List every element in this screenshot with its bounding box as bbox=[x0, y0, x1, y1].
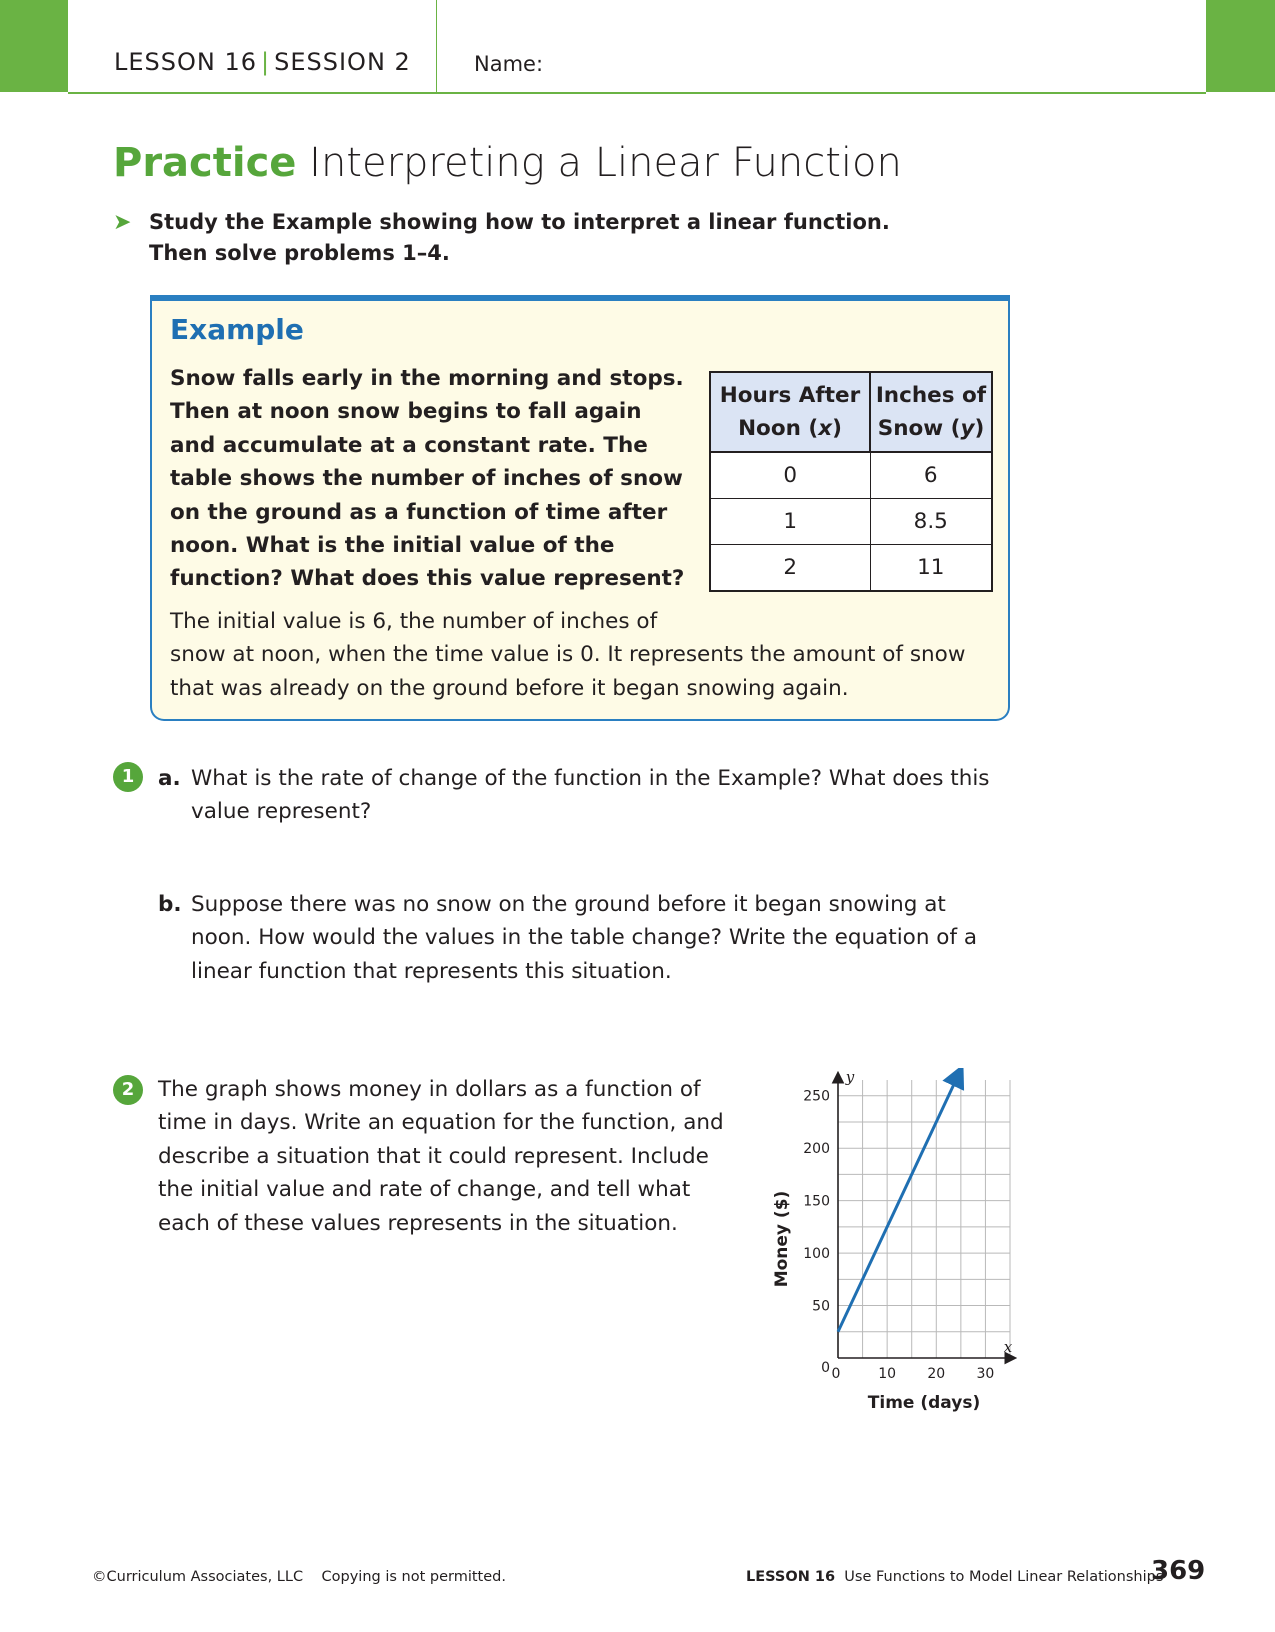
problem-1-number: 1 bbox=[113, 762, 143, 792]
y-tick-label: 100 bbox=[803, 1246, 830, 1263]
problem-1b-letter: b. bbox=[158, 892, 182, 917]
footer-left bbox=[92, 1569, 506, 1585]
table-cell-x: 2 bbox=[710, 545, 870, 592]
header-separator bbox=[436, 0, 437, 92]
x-tick-label: 10 bbox=[878, 1366, 897, 1382]
example-heading: Example bbox=[170, 313, 304, 346]
problem-1a-text: What is the rate of change of the function in the Example? What does this value represent? bbox=[191, 766, 990, 825]
name-label: Name: bbox=[474, 52, 544, 76]
x-variable-label: x bbox=[1003, 1338, 1013, 1356]
table-row bbox=[710, 499, 992, 545]
table-cell-y: 8.5 bbox=[870, 499, 992, 545]
x-axis-title: Time (days) bbox=[867, 1393, 981, 1413]
example-answer-line1: The initial value is 6, the number of inches of bbox=[170, 609, 658, 634]
y-tick-label: 150 bbox=[803, 1193, 830, 1210]
x-tick-label: 30 bbox=[976, 1366, 995, 1382]
page-number: 369 bbox=[1151, 1556, 1206, 1586]
y-tick-label: 250 bbox=[803, 1088, 830, 1105]
footer-lesson-label: LESSON 16 bbox=[746, 1569, 836, 1585]
footer-copyright: ©Curriculum Associates, LLC bbox=[92, 1569, 304, 1585]
y-tick-label: 200 bbox=[803, 1141, 830, 1158]
header-green-block-right bbox=[1206, 0, 1275, 92]
example-question: Snow falls early in the morning and stops. Then at noon snow begins to fall again and accumulate at a constant rate. The table shows the number of inches of snow on the ground as a function of time after noon. What is the initial value of the function? What does this value represent? bbox=[170, 366, 685, 592]
instructions-line2: Then solve problems 1–4. bbox=[149, 241, 450, 265]
instructions bbox=[113, 207, 890, 269]
y-axis-title: Money ($) bbox=[772, 1190, 792, 1288]
table-header-hours: Hours After Noon (x) bbox=[710, 372, 870, 452]
table-header-inches: Inches of Snow (y) bbox=[870, 372, 992, 452]
table-cell-x: 1 bbox=[710, 499, 870, 545]
problem-2-number: 2 bbox=[113, 1075, 143, 1105]
table-row bbox=[710, 452, 992, 499]
problem-1b-text: Suppose there was no snow on the ground before it began snowing at noon. How would the values in the table change? Write the equation of a linear function that represents this situation. bbox=[191, 892, 978, 984]
x-tick-label: 0 bbox=[831, 1366, 841, 1382]
arrow-icon: ➤ bbox=[113, 210, 132, 235]
lesson-label: LESSON 16 bbox=[114, 48, 258, 76]
header-divider bbox=[68, 92, 1206, 94]
footer-copying: Copying is not permitted. bbox=[321, 1569, 506, 1585]
footer-lesson bbox=[746, 1569, 1163, 1585]
problem-1a-letter: a. bbox=[158, 766, 181, 791]
example-answer-rest: snow at noon, when the time value is 0. It represents the amount of snow that was already on the ground before it began snowing again. bbox=[170, 642, 966, 701]
session-label: SESSION 2 bbox=[274, 48, 411, 76]
instructions-line1: Study the Example showing how to interpret a linear function. bbox=[149, 210, 890, 234]
table-header-row bbox=[710, 372, 992, 452]
money-time-chart bbox=[760, 1068, 1030, 1428]
table-cell-y: 6 bbox=[870, 452, 992, 499]
y-tick-label: 0 bbox=[821, 1360, 830, 1376]
y-tick-label: 50 bbox=[812, 1298, 830, 1315]
table-cell-y: 11 bbox=[870, 545, 992, 592]
title-practice: Practice bbox=[113, 140, 297, 186]
snow-table bbox=[709, 371, 993, 592]
example-answer bbox=[170, 605, 1000, 705]
x-tick-label: 20 bbox=[927, 1366, 946, 1382]
table-row bbox=[710, 545, 992, 592]
y-variable-label: y bbox=[845, 1068, 855, 1086]
table-cell-x: 0 bbox=[710, 452, 870, 499]
title-topic: Interpreting a Linear Function bbox=[309, 140, 902, 186]
problem-2-text: The graph shows money in dollars as a function of time in days. Write an equation for the function, and describe a situation that it could represent. Include the initial value and rate of change, and tell what each of these values represents in the situation. bbox=[158, 1077, 724, 1236]
lesson-session-label: LESSON 16 | SESSION 2 bbox=[114, 48, 411, 76]
header-green-block-left bbox=[0, 0, 68, 92]
footer-lesson-title: Use Functions to Model Linear Relationships bbox=[844, 1569, 1164, 1585]
page-title bbox=[113, 140, 902, 186]
